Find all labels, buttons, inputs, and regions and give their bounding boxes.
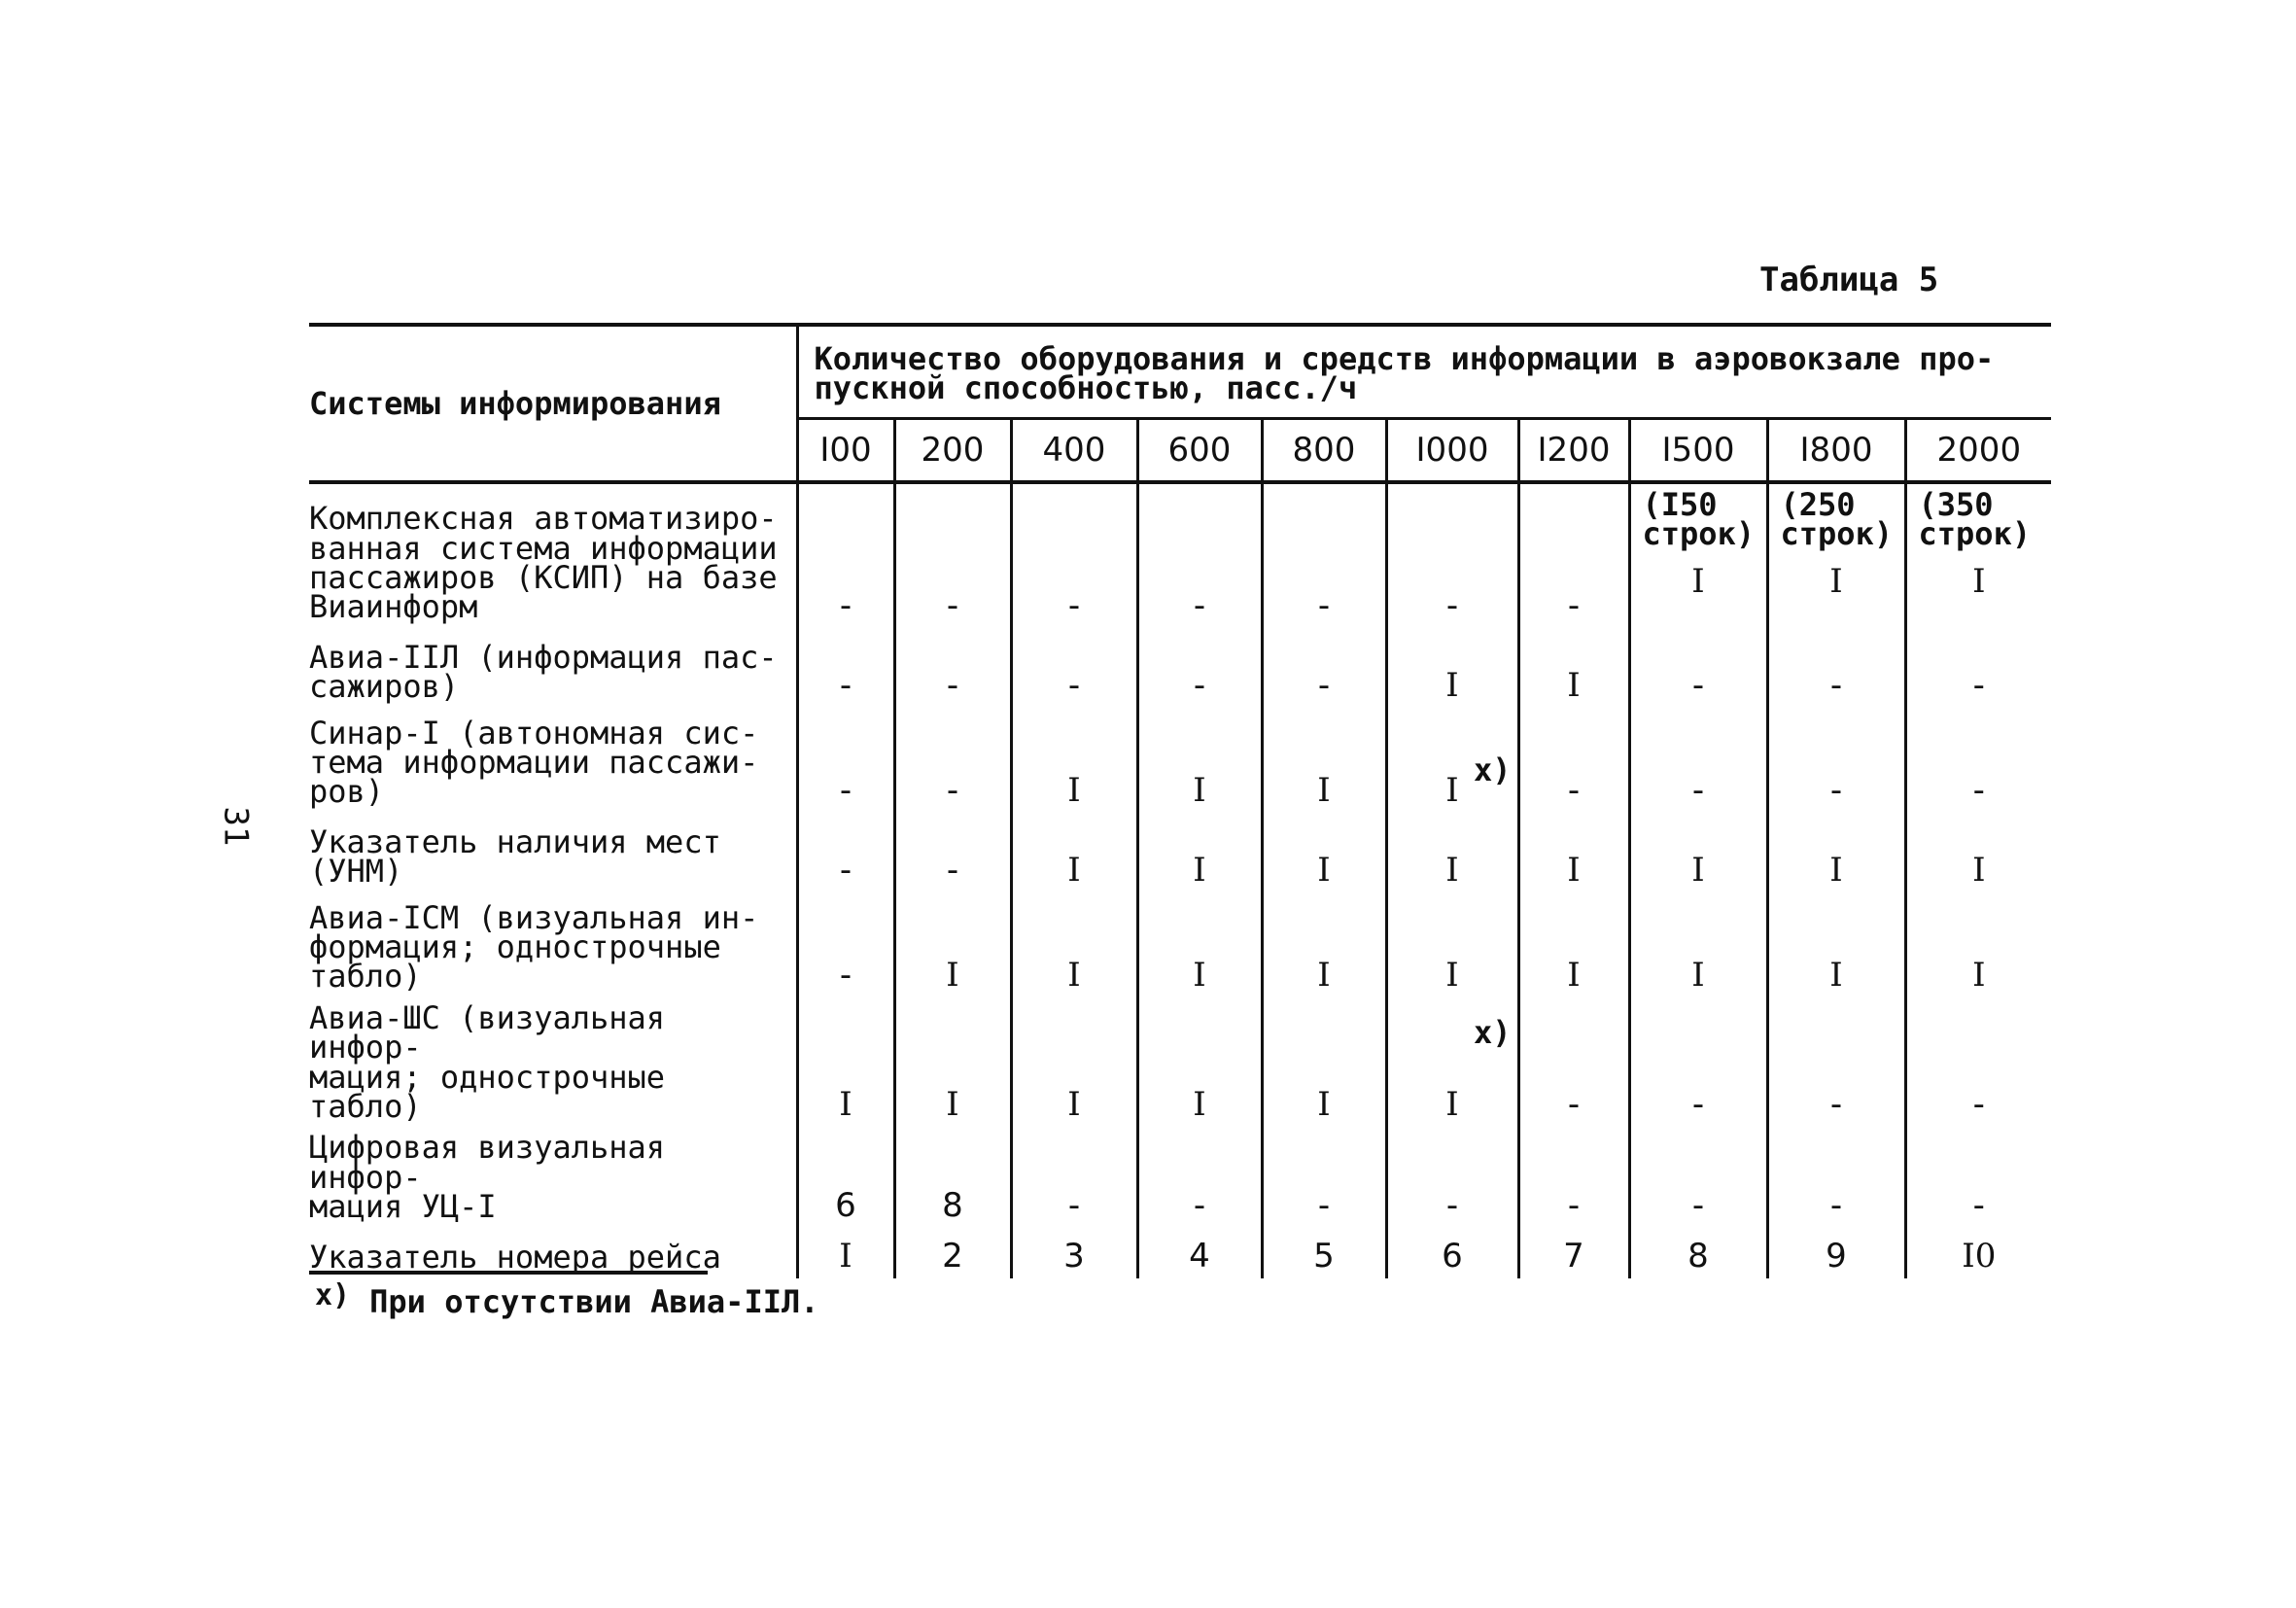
cell-value: 8 bbox=[942, 1185, 963, 1225]
cell-value: I bbox=[1972, 955, 1986, 995]
table-cell bbox=[1518, 1228, 1629, 1278]
table-cell bbox=[1262, 1228, 1386, 1278]
cell-value: I bbox=[839, 1085, 852, 1125]
cell-value: I bbox=[1317, 850, 1331, 890]
header-systems: Системы информирования bbox=[309, 325, 797, 482]
table-cell bbox=[1262, 482, 1386, 628]
table-cell bbox=[1767, 628, 1905, 708]
cell-value: - bbox=[1317, 665, 1331, 705]
table-cell bbox=[1262, 813, 1386, 892]
cell-value: - bbox=[1972, 1085, 1985, 1125]
table-cell bbox=[1518, 482, 1629, 628]
row-label-line: формация; однострочные bbox=[309, 928, 721, 965]
row-label-line: мация УЦ-I bbox=[309, 1188, 497, 1226]
table-cell bbox=[894, 628, 1011, 708]
cell-value: - bbox=[1691, 770, 1705, 810]
cell-value: I bbox=[1691, 850, 1705, 890]
footnote-ref: x) bbox=[1473, 1013, 1512, 1051]
table-cell bbox=[1905, 482, 2051, 628]
table-cell bbox=[797, 997, 894, 1128]
cell-value: 7 bbox=[1563, 1236, 1584, 1276]
cell-value: 4 bbox=[1189, 1236, 1210, 1276]
table-cell bbox=[1011, 1228, 1137, 1278]
cell-value: I bbox=[1691, 955, 1705, 995]
cell-value: I bbox=[1317, 770, 1331, 810]
row-label-line: мация; однострочные табло) bbox=[309, 1058, 666, 1125]
row-label bbox=[309, 628, 797, 708]
page-number: 31 bbox=[216, 806, 256, 847]
table-cell bbox=[797, 813, 894, 892]
capacity-header: 400 bbox=[1011, 418, 1137, 482]
cell-value: - bbox=[1691, 665, 1705, 705]
cell-value: I bbox=[1193, 955, 1206, 995]
row-label-line: (УНМ) bbox=[309, 853, 403, 891]
cell-value: I bbox=[1567, 665, 1581, 705]
table-body bbox=[309, 482, 2051, 1278]
table-header bbox=[309, 325, 2051, 482]
cell-value: - bbox=[1193, 1185, 1206, 1225]
cell-value: - bbox=[1829, 1085, 1843, 1125]
table-row bbox=[309, 813, 2051, 892]
cell-value: I bbox=[1829, 561, 1843, 601]
table-cell bbox=[1386, 482, 1518, 628]
table-row bbox=[309, 1127, 2051, 1227]
capacity-header: I500 bbox=[1629, 418, 1767, 482]
table-cell bbox=[1386, 1127, 1518, 1227]
cell-value: - bbox=[839, 770, 852, 810]
cell-value: I bbox=[1067, 850, 1081, 890]
table-cell bbox=[1518, 813, 1629, 892]
table-cell bbox=[1386, 813, 1518, 892]
row-label-line: Указатель наличия мест bbox=[309, 823, 721, 860]
equipment-table bbox=[309, 323, 2051, 1278]
table-cell bbox=[1629, 1127, 1767, 1227]
table-cell bbox=[1137, 1228, 1262, 1278]
footnote-text: При отсутствии Авиа-IIЛ. bbox=[369, 1283, 819, 1320]
cell-value: I bbox=[1829, 955, 1843, 995]
table-cell bbox=[1905, 813, 2051, 892]
row-label-line: Авиа-ICМ (визуальная ин- bbox=[309, 898, 759, 936]
table-row bbox=[309, 708, 2051, 813]
table-cell bbox=[894, 1127, 1011, 1227]
cell-value: 5 bbox=[1313, 1236, 1335, 1276]
cell-value: - bbox=[946, 850, 959, 890]
table-cell bbox=[1011, 1127, 1137, 1227]
cell-value: - bbox=[1317, 1185, 1331, 1225]
cell-value: - bbox=[946, 585, 959, 625]
cell-value: - bbox=[1567, 1185, 1581, 1225]
cell-value: 9 bbox=[1826, 1236, 1847, 1276]
table-cell bbox=[1386, 997, 1518, 1128]
capacity-header: I00 bbox=[797, 418, 894, 482]
footnote-mark: x) bbox=[315, 1278, 351, 1312]
cell-value: I bbox=[1445, 955, 1459, 995]
cell-value: I bbox=[1972, 850, 1986, 890]
table-cell bbox=[894, 997, 1011, 1128]
cell-value: - bbox=[1829, 770, 1843, 810]
table-cell bbox=[1137, 997, 1262, 1128]
table-cell bbox=[894, 813, 1011, 892]
table-cell bbox=[797, 708, 894, 813]
table-cell bbox=[1767, 482, 1905, 628]
row-label-line: ров) bbox=[309, 773, 385, 811]
table-cell bbox=[1011, 482, 1137, 628]
table-container bbox=[309, 323, 2051, 1278]
row-label bbox=[309, 1127, 797, 1227]
row-label-line: Авиа-ШС (визуальная инфор- bbox=[309, 998, 666, 1066]
cell-value: - bbox=[946, 770, 959, 810]
cell-value: - bbox=[1567, 770, 1581, 810]
cell-value: - bbox=[946, 665, 959, 705]
table-cell bbox=[1011, 708, 1137, 813]
table-cell bbox=[1629, 813, 1767, 892]
row-label-line: ванная система информации bbox=[309, 529, 778, 567]
row-label-line: табло) bbox=[309, 958, 422, 996]
table-cell bbox=[1629, 997, 1767, 1128]
cell-value: - bbox=[839, 585, 852, 625]
row-label-line: Цифровая визуальная инфор- bbox=[309, 1129, 666, 1196]
table-cell bbox=[1137, 892, 1262, 997]
cell-value: I bbox=[946, 1085, 959, 1125]
table-cell bbox=[1905, 892, 2051, 997]
capacity-header: 2000 bbox=[1905, 418, 2051, 482]
table-cell bbox=[797, 1127, 894, 1227]
table-cell bbox=[1262, 997, 1386, 1128]
table-cell bbox=[1262, 628, 1386, 708]
table-cell bbox=[1518, 997, 1629, 1128]
cell-value: I bbox=[946, 955, 959, 995]
table-cell bbox=[1767, 708, 1905, 813]
table-cell bbox=[1011, 813, 1137, 892]
table-cell bbox=[1262, 1127, 1386, 1227]
table-cell bbox=[1386, 708, 1518, 813]
cell-value: - bbox=[1567, 585, 1581, 625]
cell-note: (I50 строк) bbox=[1642, 485, 1756, 553]
table-cell bbox=[1011, 628, 1137, 708]
cell-value: I bbox=[1317, 955, 1331, 995]
table-cell bbox=[1905, 1127, 2051, 1227]
cell-value: I bbox=[1567, 955, 1581, 995]
table-cell bbox=[797, 892, 894, 997]
table-cell bbox=[1767, 997, 1905, 1128]
cell-value: I bbox=[1445, 770, 1459, 810]
table-cell bbox=[1137, 482, 1262, 628]
table-row bbox=[309, 997, 2051, 1128]
header-quantity-line1: Количество оборудования и средств информации в аэровокзале про- bbox=[814, 340, 1995, 377]
capacity-header: I800 bbox=[1767, 418, 1905, 482]
cell-value: - bbox=[1067, 585, 1081, 625]
table-cell bbox=[1629, 482, 1767, 628]
table-cell bbox=[797, 628, 894, 708]
table-cell bbox=[1137, 628, 1262, 708]
row-label-line: Виаинформ bbox=[309, 588, 478, 626]
table-cell bbox=[1905, 708, 2051, 813]
row-label bbox=[309, 813, 797, 892]
table-caption: Таблица 5 bbox=[1759, 261, 1939, 299]
footnote-rule bbox=[309, 1271, 708, 1275]
cell-value: I bbox=[1067, 955, 1081, 995]
cell-value: - bbox=[839, 850, 852, 890]
row-label bbox=[309, 482, 797, 628]
table-cell bbox=[894, 892, 1011, 997]
table-cell bbox=[1262, 708, 1386, 813]
cell-value: 6 bbox=[835, 1185, 856, 1225]
capacity-header: 600 bbox=[1137, 418, 1262, 482]
table-cell bbox=[1137, 1127, 1262, 1227]
table-cell bbox=[1262, 892, 1386, 997]
cell-value: I bbox=[1445, 665, 1459, 705]
cell-value: - bbox=[1445, 585, 1459, 625]
table-cell bbox=[894, 1228, 1011, 1278]
row-label-line: пассажиров (КСИП) на базе bbox=[309, 559, 778, 596]
cell-value: I bbox=[1567, 850, 1581, 890]
table-cell bbox=[1905, 1228, 2051, 1278]
row-label-line: Комплексная автоматизиро- bbox=[309, 500, 778, 538]
cell-value: 2 bbox=[942, 1236, 963, 1276]
cell-value: - bbox=[1972, 770, 1985, 810]
cell-value: - bbox=[839, 955, 852, 995]
cell-value: I bbox=[839, 1236, 852, 1276]
row-label-line: Указатель номера рейса bbox=[309, 1239, 721, 1276]
cell-value: I bbox=[1445, 850, 1459, 890]
footnote bbox=[315, 1278, 819, 1320]
table-row bbox=[309, 482, 2051, 628]
table-row bbox=[309, 628, 2051, 708]
cell-value: - bbox=[1829, 1185, 1843, 1225]
cell-value: I bbox=[1193, 770, 1206, 810]
row-label-line: Синар-I (автономная сис- bbox=[309, 714, 759, 752]
cell-value: - bbox=[1193, 585, 1206, 625]
table-cell bbox=[1137, 813, 1262, 892]
cell-value: I bbox=[1193, 850, 1206, 890]
row-label-line: Авиа-IIЛ (информация пас- bbox=[309, 639, 778, 676]
capacity-header: I000 bbox=[1386, 418, 1518, 482]
capacity-header: 200 bbox=[894, 418, 1011, 482]
table-row bbox=[309, 892, 2051, 997]
cell-value: I bbox=[1193, 1085, 1206, 1125]
table-cell bbox=[1137, 708, 1262, 813]
footnote-ref: x) bbox=[1473, 751, 1512, 788]
cell-value: - bbox=[1067, 1185, 1081, 1225]
table-cell bbox=[1767, 1228, 1905, 1278]
cell-value: - bbox=[1972, 665, 1985, 705]
cell-value: - bbox=[1193, 665, 1206, 705]
cell-value: I0 bbox=[1962, 1236, 1997, 1276]
cell-value: 3 bbox=[1063, 1236, 1085, 1276]
table-cell bbox=[1518, 892, 1629, 997]
cell-value: - bbox=[1972, 1185, 1985, 1225]
cell-value: - bbox=[1829, 665, 1843, 705]
cell-value: I bbox=[1829, 850, 1843, 890]
cell-value: 6 bbox=[1442, 1236, 1463, 1276]
table-cell bbox=[894, 708, 1011, 813]
table-cell bbox=[1386, 892, 1518, 997]
cell-value: I bbox=[1067, 770, 1081, 810]
cell-note: (350 строк) bbox=[1918, 485, 2032, 553]
table-cell bbox=[1629, 628, 1767, 708]
table-cell bbox=[1386, 1228, 1518, 1278]
cell-value: - bbox=[1445, 1185, 1459, 1225]
row-label bbox=[309, 997, 797, 1128]
table-cell bbox=[797, 482, 894, 628]
table-cell bbox=[1629, 1228, 1767, 1278]
table-cell bbox=[1767, 892, 1905, 997]
table-cell bbox=[1905, 628, 2051, 708]
header-quantity-line2: пускной способностью, пасс./ч bbox=[814, 369, 1358, 407]
cell-value: - bbox=[1691, 1085, 1705, 1125]
cell-note: (250 строк) bbox=[1780, 485, 1894, 553]
cell-value: - bbox=[1691, 1185, 1705, 1225]
cell-value: I bbox=[1067, 1085, 1081, 1125]
table-cell bbox=[1011, 997, 1137, 1128]
row-label bbox=[309, 708, 797, 813]
cell-value: I bbox=[1317, 1085, 1331, 1125]
table-cell bbox=[1905, 997, 2051, 1128]
header-quantity bbox=[797, 325, 2051, 418]
table-cell bbox=[1518, 708, 1629, 813]
table-cell bbox=[797, 1228, 894, 1278]
table-cell bbox=[1518, 1127, 1629, 1227]
row-label-line: тема информации пассажи- bbox=[309, 744, 759, 781]
cell-value: I bbox=[1691, 561, 1705, 601]
table-cell bbox=[1011, 892, 1137, 997]
table-cell bbox=[1629, 892, 1767, 997]
table-cell bbox=[1629, 708, 1767, 813]
cell-value: 8 bbox=[1687, 1236, 1709, 1276]
row-label bbox=[309, 892, 797, 997]
capacity-header: 800 bbox=[1262, 418, 1386, 482]
row-label-line: сажиров) bbox=[309, 668, 460, 706]
table-cell bbox=[1767, 1127, 1905, 1227]
table-cell bbox=[1386, 628, 1518, 708]
capacity-header: I200 bbox=[1518, 418, 1629, 482]
cell-value: I bbox=[1445, 1085, 1459, 1125]
table-cell bbox=[894, 482, 1011, 628]
cell-value: - bbox=[1567, 1085, 1581, 1125]
cell-value: - bbox=[1317, 585, 1331, 625]
table-cell bbox=[1518, 628, 1629, 708]
cell-value: - bbox=[1067, 665, 1081, 705]
cell-value: I bbox=[1972, 561, 1986, 601]
table-cell bbox=[1767, 813, 1905, 892]
cell-value: - bbox=[839, 665, 852, 705]
